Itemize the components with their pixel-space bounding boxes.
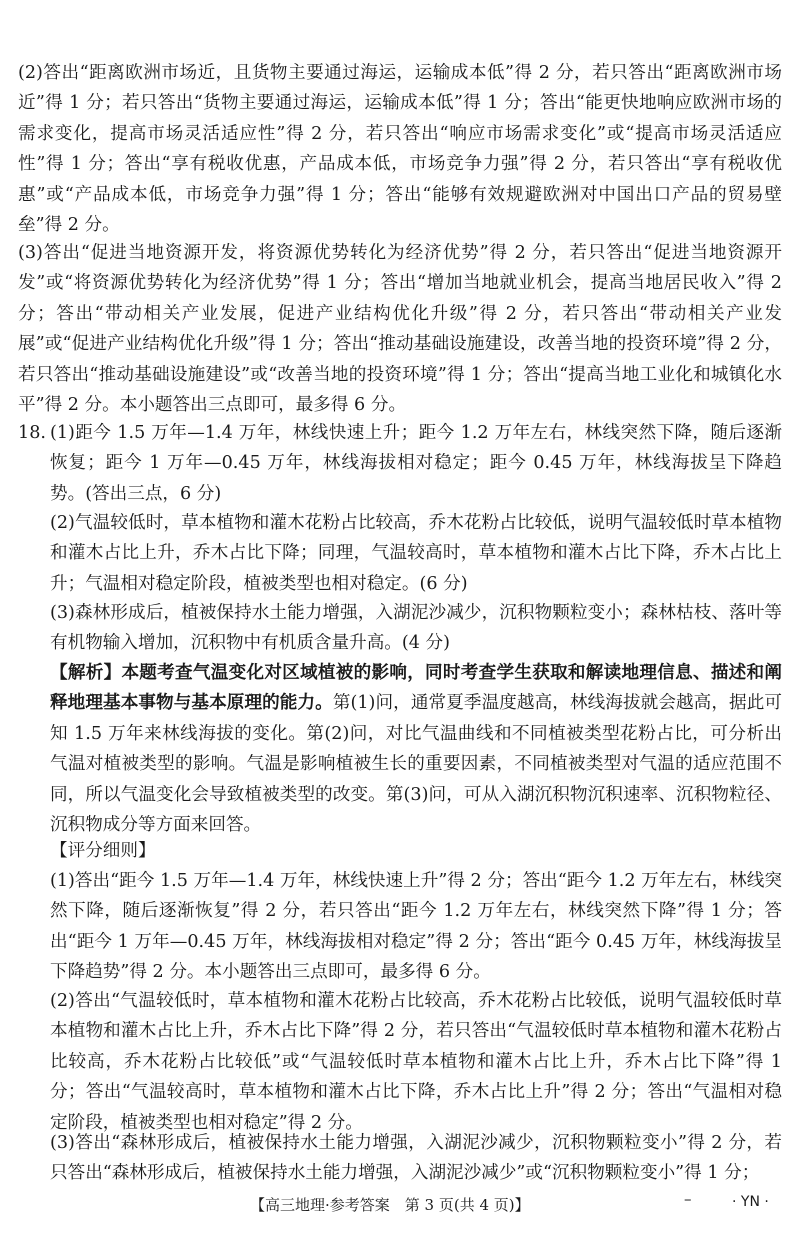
q18-part-1: (1)距今 1.5 万年—1.4 万年，林线快速上升；距今 1.2 万年左右，林线突然下降，随后逐渐恢复；距今 1 万年—0.45 万年，林线海拔相对稳定；距今 0.45 万年，林线海拔呈下降趋势。(答出三点，6 分) <box>50 423 782 504</box>
rubric-part-2: (2)答出“气温较低时，草本植物和灌木花粉占比较高，乔木花粉占比较低，说明气温较低时草本植物和灌木占比上升，乔木占比下降”得 2 分，若只答出“气温较低时草本植物和灌木花粉占比较高，乔木花粉占比较低”或“气温较低时草本植物和灌木占比上升，乔木占比下降”得 1 分；答出“气温较高时，草本植物和灌木占比下降，乔木占比上升”得 2 分；答出“气温相对稳定阶段，植被类型也相对稳定”得 2 分。 <box>50 991 782 1133</box>
rubric-part-1: (1)答出“距今 1.5 万年—1.4 万年，林线快速上升”得 2 分；答出“距今 1.2 万年左右，林线突然下降，随后逐渐恢复”得 2 分，若只答出“距今 1.2 万年左右，林线突然下降”得 1 分；答出“距今 1 万年—0.45 万年，林线海拔相对稳定”得 2 分；答出“距今 0.45 万年，林线海拔呈下降趋势”得 2 分。本小题答出三点即可，最多得 6 分。 <box>50 871 782 983</box>
answer-q-3-paragraph: (3)答出“促进当地资源开发，将资源优势转化为经济优势”得 2 分，若只答出“促进当地资源开发”或“将资源优势转化为经济优势”得 1 分；答出“增加当地就业机会，提高当地居民收入”得 2 分；答出“带动相关产业发展，促进产业结构优化升级”得 2 分，若只答出“带动相关产业发展”或“促进产业结构优化升级”得 1 分；答出“推动基础设施建设，改善当地的投资环境”得 2 分，若只答出“推动基础设施建设”或“改善当地的投资环境”得 1 分；答出“提高当地工业化和城镇化水平”得 2 分。本小题答出三点即可，最多得 6 分。 <box>18 243 782 416</box>
page-footer <box>0 1190 800 1220</box>
analysis-lead: 【解析】本题考查气温变化对区域植被的影响，同时考查学生获取和解读地理信息、描述和阐释地理基本事物与基本原理的能力。 <box>50 662 782 714</box>
footer-page-info: 【高三地理·参考答案 第 3 页(共 4 页)】 <box>250 1196 530 1214</box>
rubric-part-3: (3)答出“森林形成后，植被保持水土能力增强，入湖泥沙减少，沉积物颗粒变小”得 2 分，若只答出“森林形成后，植被保持水土能力增强，入湖泥沙减少”或“沉积物颗粒变小”得 1 分； <box>50 1133 782 1184</box>
q18-part-3: (3)森林形成后，植被保持水土能力增强，入湖泥沙减少，沉积物颗粒变小；森林枯枝、落叶等有机物输入增加，沉积物中有机质含量升高。(4 分) <box>50 603 782 654</box>
rubric-title: 【评分细则】 <box>50 841 156 861</box>
question-18-number: 18. <box>18 423 46 443</box>
q18-part-2: (2)气温较低时，草本植物和灌木花粉占比较高，乔木花粉占比较低，说明气温较低时草本植物和灌木占比上升，乔木占比下降；同理，气温较高时，草本植物和灌木占比下降，乔木占比上升；气温相对稳定阶段，植被类型也相对稳定。(6 分) <box>50 513 782 594</box>
footer-region-code: · YN · <box>732 1194 769 1210</box>
analysis-body: 第(1)问，通常夏季温度越高，林线海拔就会越高，据此可知 1.5 万年来林线海拔的变化。第(2)问，对比气温曲线和不同植被类型花粉占比，可分析出气温对植被类型的影响。气温是影响植被生长的重要因素，不同植被类型对气温的适应范围不同，所以气温变化会导致植被类型的改变。第(3)问，可从入湖沉积物沉积速率、沉积物粒径、沉积物成分等方面来回答。 <box>50 693 782 836</box>
footer-mark: – <box>684 1190 692 1208</box>
analysis-paragraph <box>50 658 782 840</box>
answer-q-2-paragraph: (2)答出“距离欧洲市场近，且货物主要通过海运，运输成本低”得 2 分，若只答出“距离欧洲市场近”得 1 分；若只答出“货物主要通过海运，运输成本低”得 1 分；答出“能更快地响应欧洲市场的需求变化，提高市场灵活适应性”得 2 分，若只答出“响应市场需求变化”或“提高市场灵活适应性”得 1 分；答出“享有税收优惠，产品成本低，市场竞争力强”得 2 分，若只答出“享有税收优惠”或“产品成本低，市场竞争力强”得 1 分；答出“能够有效规避欧洲对中国出口产品的贸易壁垒”得 2 分。 <box>18 63 782 236</box>
